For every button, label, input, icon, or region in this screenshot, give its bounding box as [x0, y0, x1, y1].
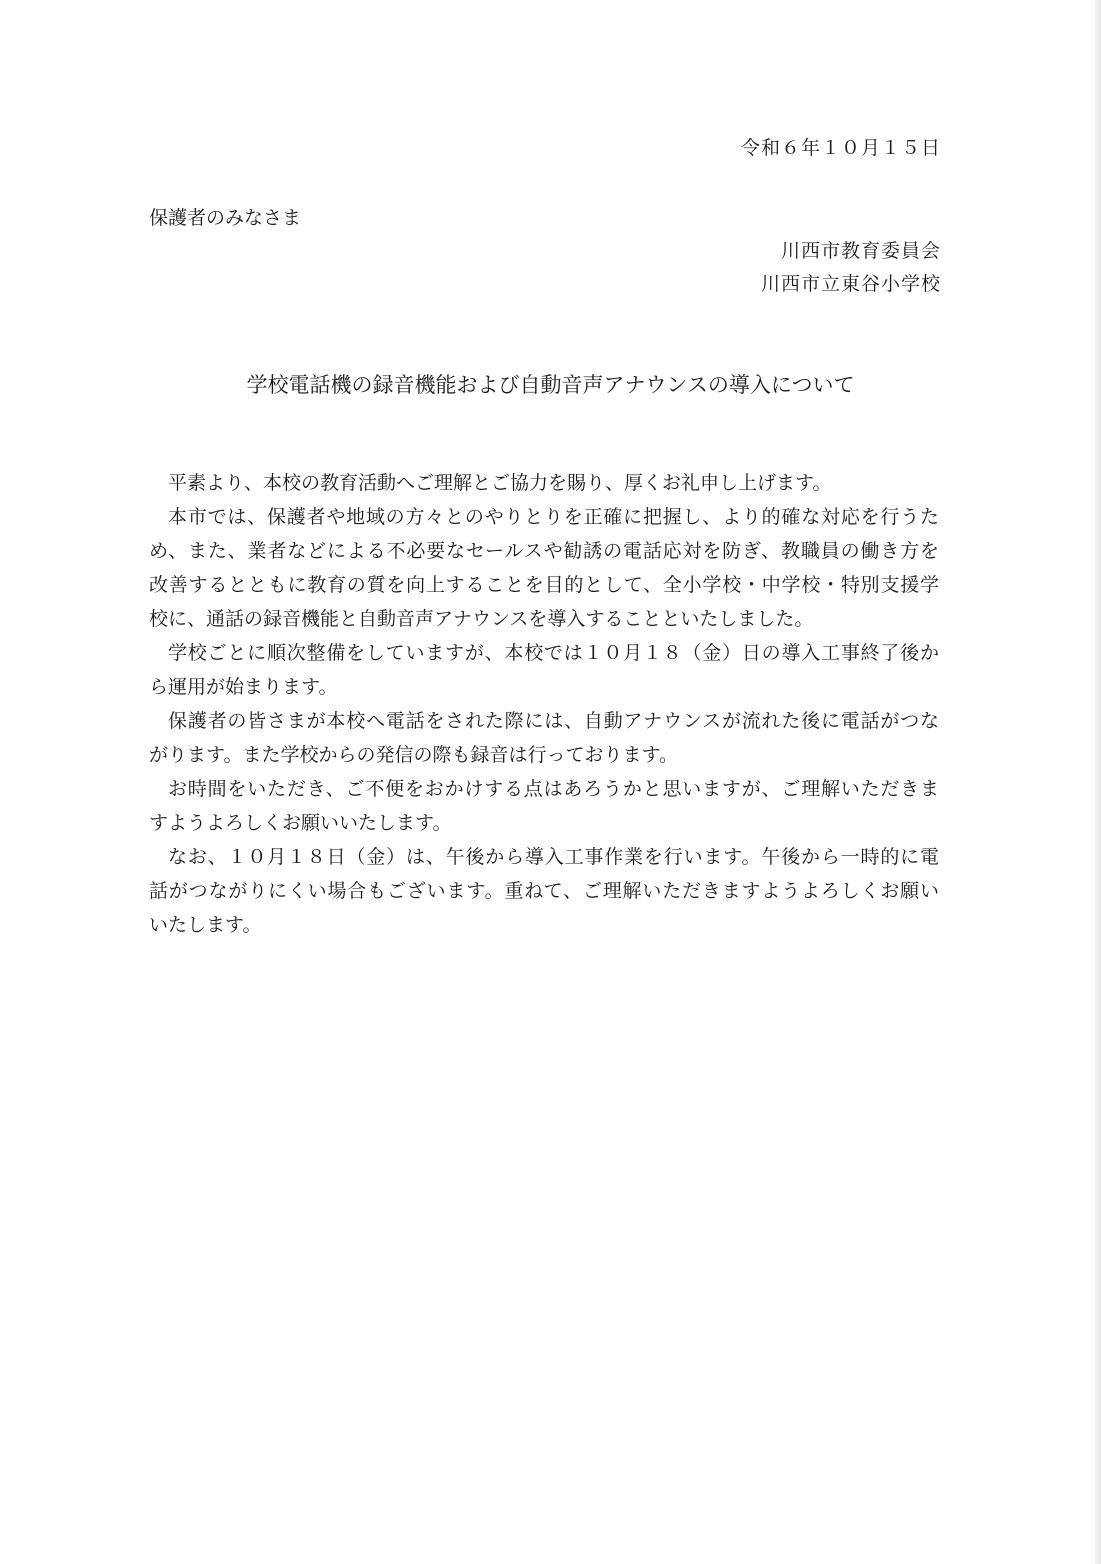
body-line: 話がつながりにくい場合もございます。重ねて、ご理解いただきますようよろしくお願い: [149, 880, 939, 902]
body-line: 保護者の皆さまが本校へ電話をされた際には、自動アナウンスが流れた後に電話がつな: [168, 710, 939, 732]
sender-board-of-education: 川西市教育委員会: [780, 240, 941, 262]
body-line: お時間をいただき、ご不便をおかけする点はあろうかと思いますが、ご理解いただきま: [168, 778, 939, 800]
issue-date: 令和６年１０月１５日: [740, 137, 941, 159]
body-line: なお、１０月１８日（金）は、午後から導入工事作業を行います。午後から一時的に電: [168, 846, 939, 868]
body-line: め、また、業者などによる不必要なセールスや勧誘の電話応対を防ぎ、教職員の働き方を: [149, 540, 939, 562]
body-line: 平素より、本校の教育活動へご理解とご協力を賜り、厚くお礼申し上げます。: [168, 472, 832, 494]
body-line: いたします。: [149, 914, 262, 936]
notice-title: 学校電話機の録音機能および自動音声アナウンスの導入について: [246, 373, 855, 397]
page-edge-shadow: [1095, 0, 1101, 1564]
sender-school: 川西市立東谷小学校: [760, 273, 941, 295]
body-line: 改善するとともに教育の質を向上することを目的として、全小学校・中学校・特別支援学: [149, 574, 939, 596]
recipient: 保護者のみなさま: [149, 207, 302, 229]
body-line: すようよろしくお願いいたします。: [149, 812, 452, 834]
body-line: ら運用が始まります。: [149, 676, 338, 698]
notice-body: [149, 466, 939, 942]
body-line: がります。また学校からの発信の際も録音は行っております。: [149, 744, 678, 766]
body-line: 本市では、保護者や地域の方々とのやりとりを正確に把握し、より的確な対応を行うた: [168, 506, 939, 528]
body-line: 学校ごとに順次整備をしていますが、本校では１０月１８（金）日の導入工事終了後か: [168, 642, 939, 664]
body-line: 校に、通話の録音機能と自動音声アナウンスを導入することといたしました。: [149, 608, 814, 630]
